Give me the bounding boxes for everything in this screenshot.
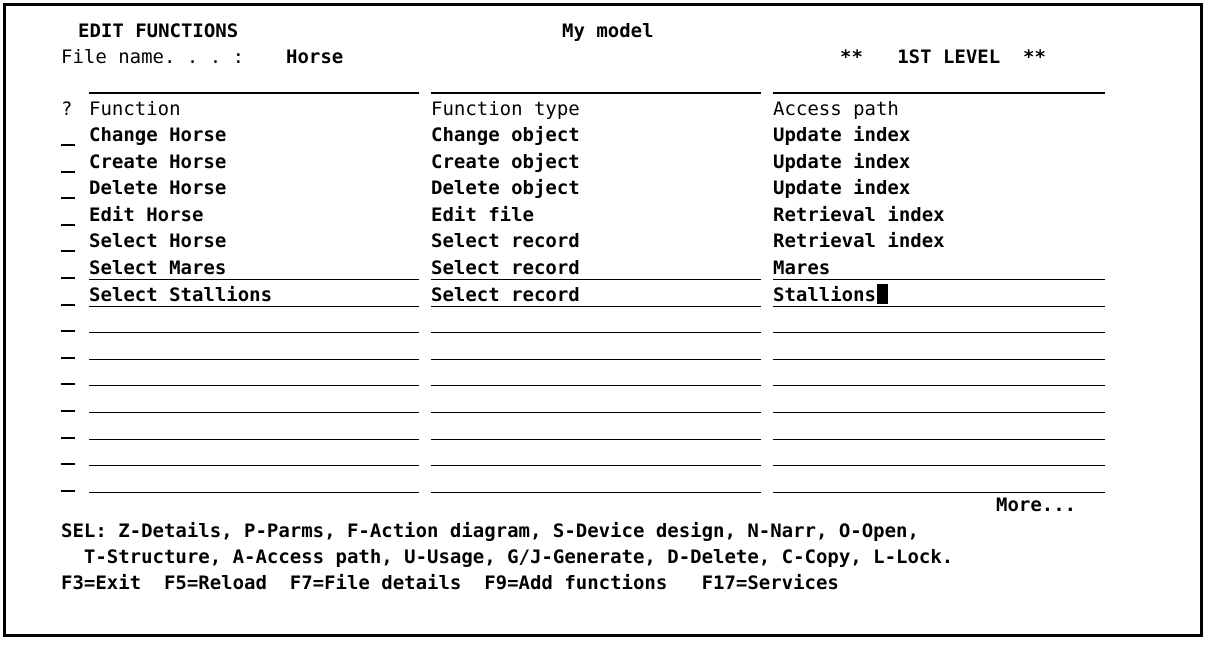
field-underline bbox=[431, 306, 761, 307]
file-name-label: File name. . . : bbox=[61, 46, 245, 68]
field-underline bbox=[89, 385, 419, 386]
field-underline bbox=[773, 359, 1105, 360]
access-path-field-text: Update index bbox=[773, 151, 911, 173]
field-underline bbox=[773, 439, 1105, 440]
column-header-function: Function bbox=[89, 98, 181, 120]
function-name-field-text: Select Stallions bbox=[89, 284, 273, 306]
field-underline bbox=[89, 279, 419, 280]
function-type-field[interactable] bbox=[431, 390, 761, 416]
access-path-field-text: Retrieval index bbox=[773, 204, 945, 226]
header-rule-type bbox=[431, 92, 761, 94]
function-name-field[interactable] bbox=[89, 390, 419, 416]
function-name-field-text: Select Horse bbox=[89, 230, 227, 252]
row-select-field[interactable] bbox=[61, 224, 75, 226]
function-type-field bbox=[431, 204, 761, 230]
table-row bbox=[6, 337, 1206, 363]
field-underline bbox=[431, 412, 761, 413]
access-path-field bbox=[773, 177, 1105, 203]
access-path-field[interactable] bbox=[773, 337, 1105, 363]
function-type-field[interactable] bbox=[431, 363, 761, 389]
table-row bbox=[6, 390, 1206, 416]
function-type-field[interactable] bbox=[431, 470, 761, 496]
field-underline bbox=[773, 492, 1105, 493]
function-type-field-text: Create object bbox=[431, 151, 580, 173]
access-path-field bbox=[773, 124, 1105, 150]
table-row bbox=[6, 151, 1206, 177]
table-row bbox=[6, 284, 1206, 310]
function-type-field bbox=[431, 124, 761, 150]
level-indicator: ** 1ST LEVEL ** bbox=[840, 46, 1046, 68]
function-type-field bbox=[431, 230, 761, 256]
field-underline bbox=[431, 359, 761, 360]
column-header-access-path: Access path bbox=[773, 98, 899, 120]
access-path-field[interactable] bbox=[773, 310, 1105, 336]
field-underline bbox=[773, 412, 1105, 413]
selection-options-line-1: SEL: Z-Details, P-Parms, F-Action diagram, S-Device design, N-Narr, O-Open, bbox=[61, 520, 919, 542]
field-underline bbox=[431, 465, 761, 466]
function-type-field-text: Edit file bbox=[431, 204, 534, 226]
text-cursor bbox=[877, 284, 888, 304]
row-select-field[interactable] bbox=[61, 250, 75, 252]
function-type-field[interactable] bbox=[431, 443, 761, 469]
table-row bbox=[6, 257, 1206, 283]
function-type-field-text: Change object bbox=[431, 124, 580, 146]
column-header-function-type: Function type bbox=[431, 98, 580, 120]
row-select-field[interactable] bbox=[61, 304, 75, 306]
function-type-field-text: Delete object bbox=[431, 177, 580, 199]
row-select-field[interactable] bbox=[61, 144, 75, 146]
row-select-field[interactable] bbox=[61, 330, 75, 332]
function-name-field-text: Select Mares bbox=[89, 257, 227, 279]
table-row bbox=[6, 310, 1206, 336]
screen-title: EDIT FUNCTIONS bbox=[78, 20, 239, 42]
function-name-field-text: Edit Horse bbox=[89, 204, 204, 226]
field-underline bbox=[431, 279, 761, 280]
access-path-field[interactable] bbox=[773, 443, 1105, 469]
more-indicator: More... bbox=[996, 494, 1077, 516]
row-select-field[interactable] bbox=[61, 171, 75, 173]
table-row bbox=[6, 230, 1206, 256]
function-type-field bbox=[431, 177, 761, 203]
function-name-field bbox=[89, 124, 419, 150]
field-underline bbox=[89, 492, 419, 493]
terminal-screen bbox=[3, 3, 1203, 637]
field-underline bbox=[431, 439, 761, 440]
row-select-field[interactable] bbox=[61, 490, 75, 492]
row-select-field[interactable] bbox=[61, 383, 75, 385]
function-type-field-text: Select record bbox=[431, 230, 580, 252]
field-underline bbox=[89, 465, 419, 466]
table-row bbox=[6, 204, 1206, 230]
access-path-field-text: Stallions bbox=[773, 284, 876, 306]
field-underline bbox=[773, 332, 1105, 333]
access-path-field[interactable] bbox=[773, 363, 1105, 389]
function-type-field[interactable] bbox=[431, 337, 761, 363]
header-rule-function bbox=[89, 92, 419, 94]
access-path-field-text: Mares bbox=[773, 257, 831, 279]
access-path-field[interactable] bbox=[773, 470, 1105, 496]
function-name-field bbox=[89, 177, 419, 203]
table-row bbox=[6, 124, 1206, 150]
function-name-field bbox=[89, 230, 419, 256]
function-name-field bbox=[89, 151, 419, 177]
row-select-field[interactable] bbox=[61, 410, 75, 412]
function-name-field bbox=[89, 204, 419, 230]
function-name-field[interactable] bbox=[89, 470, 419, 496]
field-underline bbox=[431, 332, 761, 333]
row-select-field[interactable] bbox=[61, 437, 75, 439]
row-select-field[interactable] bbox=[61, 197, 75, 199]
access-path-field[interactable] bbox=[773, 284, 1105, 310]
function-name-field[interactable] bbox=[89, 310, 419, 336]
field-underline bbox=[773, 465, 1105, 466]
function-name-field[interactable] bbox=[89, 284, 419, 310]
access-path-field[interactable] bbox=[773, 390, 1105, 416]
access-path-field[interactable] bbox=[773, 417, 1105, 443]
field-underline bbox=[431, 492, 761, 493]
field-underline bbox=[431, 385, 761, 386]
access-path-field-text: Retrieval index bbox=[773, 230, 945, 252]
field-underline bbox=[773, 385, 1105, 386]
function-name-field[interactable] bbox=[89, 363, 419, 389]
function-name-field-text: Create Horse bbox=[89, 151, 227, 173]
header-rule-access bbox=[773, 92, 1105, 94]
function-type-field[interactable] bbox=[431, 310, 761, 336]
field-underline bbox=[89, 306, 419, 307]
table-row bbox=[6, 177, 1206, 203]
row-select-field[interactable] bbox=[61, 463, 75, 465]
function-name-field-text: Change Horse bbox=[89, 124, 227, 146]
file-name-value: Horse bbox=[286, 46, 344, 68]
function-name-field[interactable] bbox=[89, 417, 419, 443]
function-keys[interactable]: F3=Exit F5=Reload F7=File details F9=Add functions F17=Services bbox=[61, 572, 839, 594]
field-underline bbox=[89, 359, 419, 360]
function-name-field[interactable] bbox=[89, 257, 419, 283]
table-row bbox=[6, 443, 1206, 469]
row-select-field[interactable] bbox=[61, 277, 75, 279]
selection-options-line-2: T-Structure, A-Access path, U-Usage, G/J-Generate, D-Delete, C-Copy, L-Lock. bbox=[61, 546, 954, 568]
field-underline bbox=[773, 306, 1105, 307]
field-underline bbox=[89, 439, 419, 440]
function-type-field[interactable] bbox=[431, 257, 761, 283]
access-path-field-text: Update index bbox=[773, 177, 911, 199]
field-underline bbox=[773, 279, 1105, 280]
function-type-field-text: Select record bbox=[431, 257, 580, 279]
access-path-field[interactable] bbox=[773, 257, 1105, 283]
access-path-field-text: Update index bbox=[773, 124, 911, 146]
access-path-field bbox=[773, 151, 1105, 177]
field-underline bbox=[89, 332, 419, 333]
function-type-field[interactable] bbox=[431, 284, 761, 310]
table-row bbox=[6, 363, 1206, 389]
function-name-field[interactable] bbox=[89, 337, 419, 363]
function-name-field-text: Delete Horse bbox=[89, 177, 227, 199]
model-name: My model bbox=[562, 20, 654, 42]
function-type-field-text: Select record bbox=[431, 284, 580, 306]
column-header-select: ? bbox=[61, 98, 73, 120]
row-select-field[interactable] bbox=[61, 357, 75, 359]
access-path-field bbox=[773, 204, 1105, 230]
function-type-field[interactable] bbox=[431, 417, 761, 443]
function-name-field[interactable] bbox=[89, 443, 419, 469]
field-underline bbox=[89, 412, 419, 413]
table-row bbox=[6, 417, 1206, 443]
access-path-field bbox=[773, 230, 1105, 256]
function-type-field bbox=[431, 151, 761, 177]
table-row bbox=[6, 470, 1206, 496]
